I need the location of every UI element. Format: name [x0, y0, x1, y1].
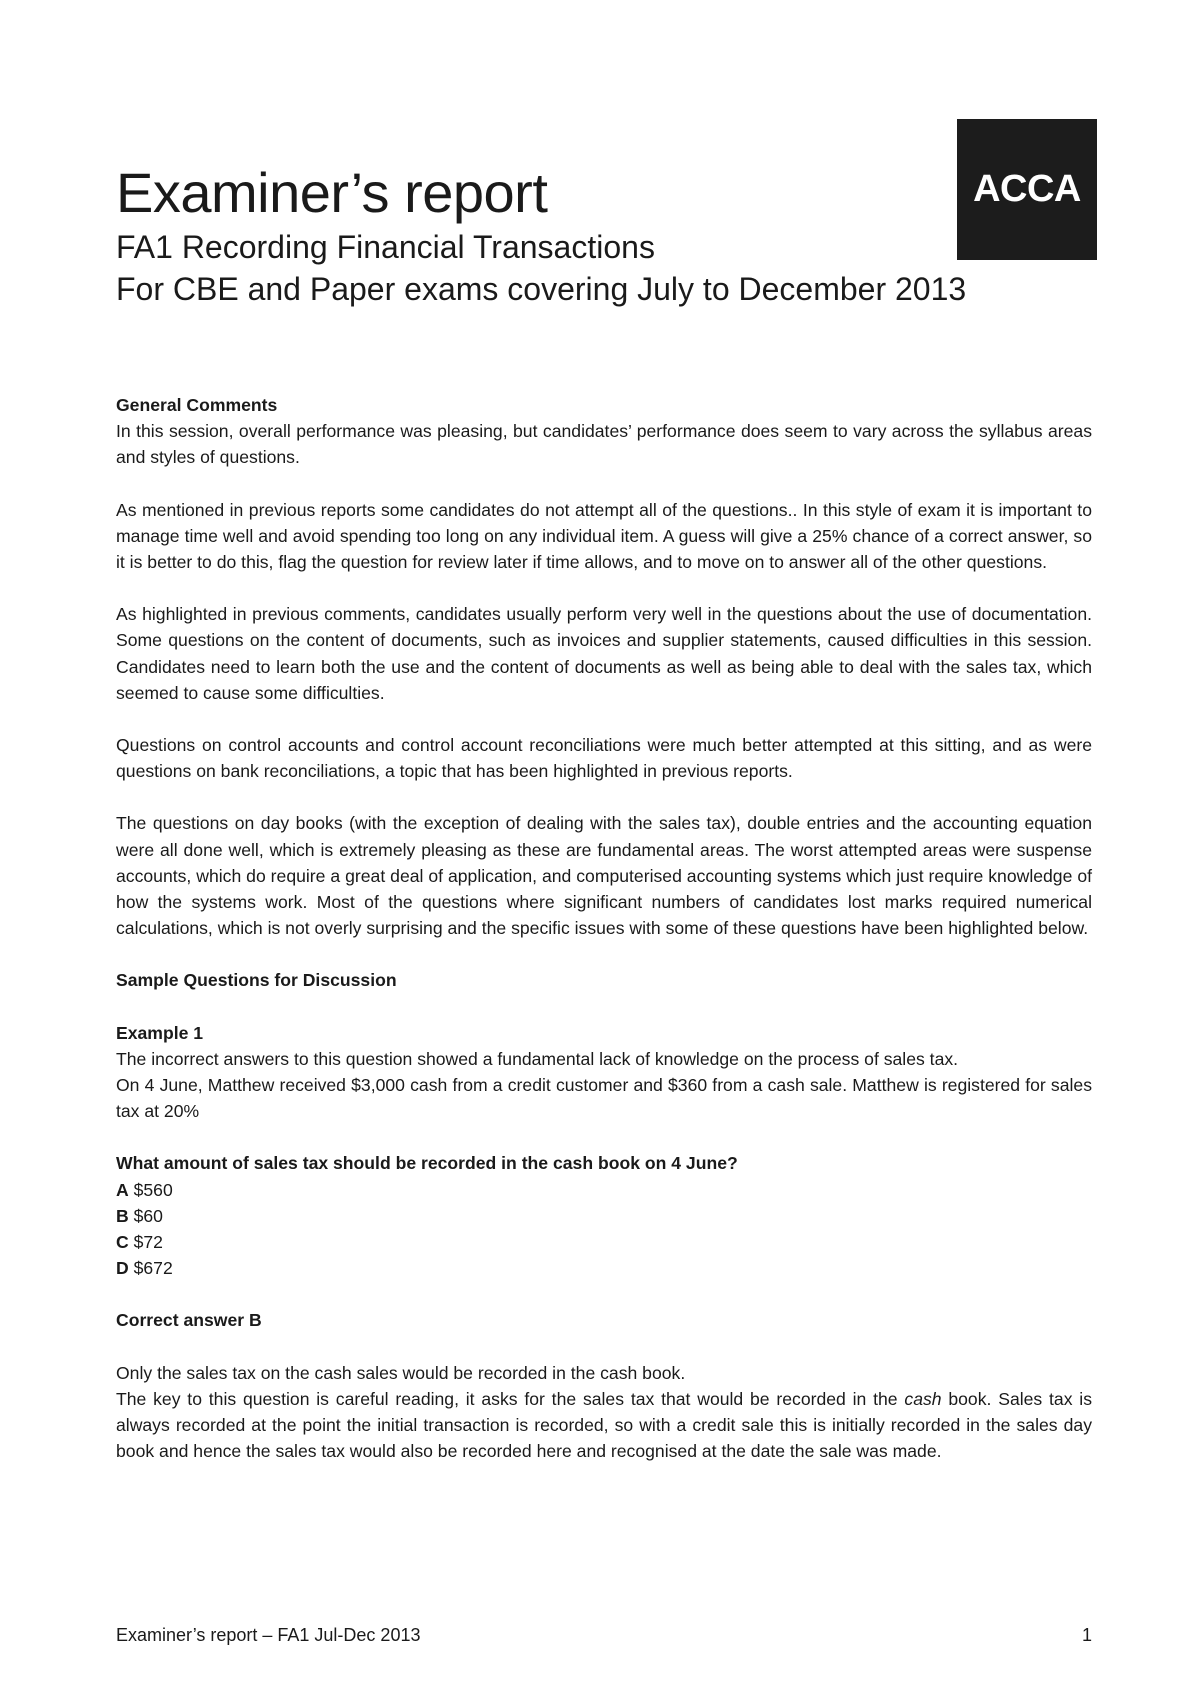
explanation-2-emphasis: cash: [904, 1388, 942, 1409]
option-letter: C: [116, 1232, 129, 1253]
page-footer: [116, 1625, 1092, 1646]
option-a: [116, 1177, 1092, 1203]
explanation-2-part-a: The key to this question is careful reading, it asks for the sales tax that would be recorded in the: [116, 1388, 905, 1409]
option-letter: A: [116, 1179, 129, 1200]
option-text: $60: [128, 1205, 163, 1226]
general-paragraph-1: In this session, overall performance was pleasing, but candidates’ performance does seem to vary across the syllabus areas and styles of questions.: [116, 421, 1092, 468]
page-subtitle-period: For CBE and Paper exams covering July to December 2013: [116, 271, 967, 307]
sample-questions-heading: Sample Questions for Discussion: [116, 970, 397, 991]
explanation-2-part-b: book. Sales tax is always recorded at the point the initial transaction is recorded, so with a credit sale this is initially recorded in the sales day book and hence the sales tax would also be recorded here and recognised at the date the sale was made.: [116, 1388, 1092, 1462]
general-paragraph-4: Questions on control accounts and control account reconciliations were much better attempted at this sitting, and as were questions on bank reconciliations, a topic that has been highlighted in previous reports.: [116, 735, 1092, 782]
example-1-heading: Example 1: [116, 1022, 204, 1043]
page-title: Examiner’s report: [116, 161, 548, 224]
page-number: 1: [1081, 1625, 1092, 1645]
option-letter: D: [116, 1258, 129, 1279]
acca-logo: ACCA: [957, 119, 1097, 260]
option-c: [116, 1229, 1092, 1255]
option-text: $72: [128, 1232, 163, 1253]
example-1-intro: The incorrect answers to this question showed a fundamental lack of knowledge on the process of sales tax.: [116, 1048, 959, 1069]
report-body: [116, 392, 1092, 1465]
option-text: $560: [128, 1179, 173, 1200]
example-1-scenario: On 4 June, Matthew received $3,000 cash from a credit customer and $360 from a cash sale. Matthew is registered for sales tax at 20%: [116, 1075, 1092, 1122]
correct-answer: Correct answer B: [116, 1310, 262, 1331]
option-text: $672: [128, 1258, 173, 1279]
option-d: [116, 1255, 1092, 1281]
example-1-question: What amount of sales tax should be recorded in the cash book on 4 June?: [116, 1153, 738, 1174]
explanation-1: Only the sales tax on the cash sales would be recorded in the cash book.: [116, 1362, 686, 1383]
general-paragraph-3: As highlighted in previous comments, candidates usually perform very well in the questions about the use of documentation. Some questions on the content of documents, such as invoices and supplier statements, caused difficulties in this session. Candidates need to learn both the use and the content of documents as well as being able to deal with the sales tax, which seemed to cause some difficulties.: [116, 604, 1092, 703]
option-letter: B: [116, 1205, 129, 1226]
page-subtitle-course: FA1 Recording Financial Transactions: [116, 229, 655, 265]
option-b: [116, 1203, 1092, 1229]
report-header: [116, 160, 1016, 310]
explanation-2: [116, 1386, 1092, 1465]
general-comments-heading: General Comments: [116, 395, 278, 415]
general-paragraph-2: As mentioned in previous reports some candidates do not attempt all of the questions.. In this style of exam it is important to manage time well and avoid spending too long on any individual item. A guess will give a 25% chance of a correct answer, so it is better to do this, flag the question for review later if time allows, and to move on to answer all of the other questions.: [116, 499, 1092, 573]
footer-text: Examiner’s report – FA1 Jul-Dec 2013: [116, 1625, 421, 1645]
general-paragraph-5: The questions on day books (with the exception of dealing with the sales tax), double entries and the accounting equation were all done well, which is extremely pleasing as these are fundamental areas. The worst attempted areas were suspense accounts, which do require a great deal of application, and computerised accounting systems which just require knowledge of how the systems work. Most of the questions where significant numbers of candidates lost marks required numerical calculations, which is not overly surprising and the specific issues with some of these questions have been highlighted below.: [116, 813, 1092, 939]
